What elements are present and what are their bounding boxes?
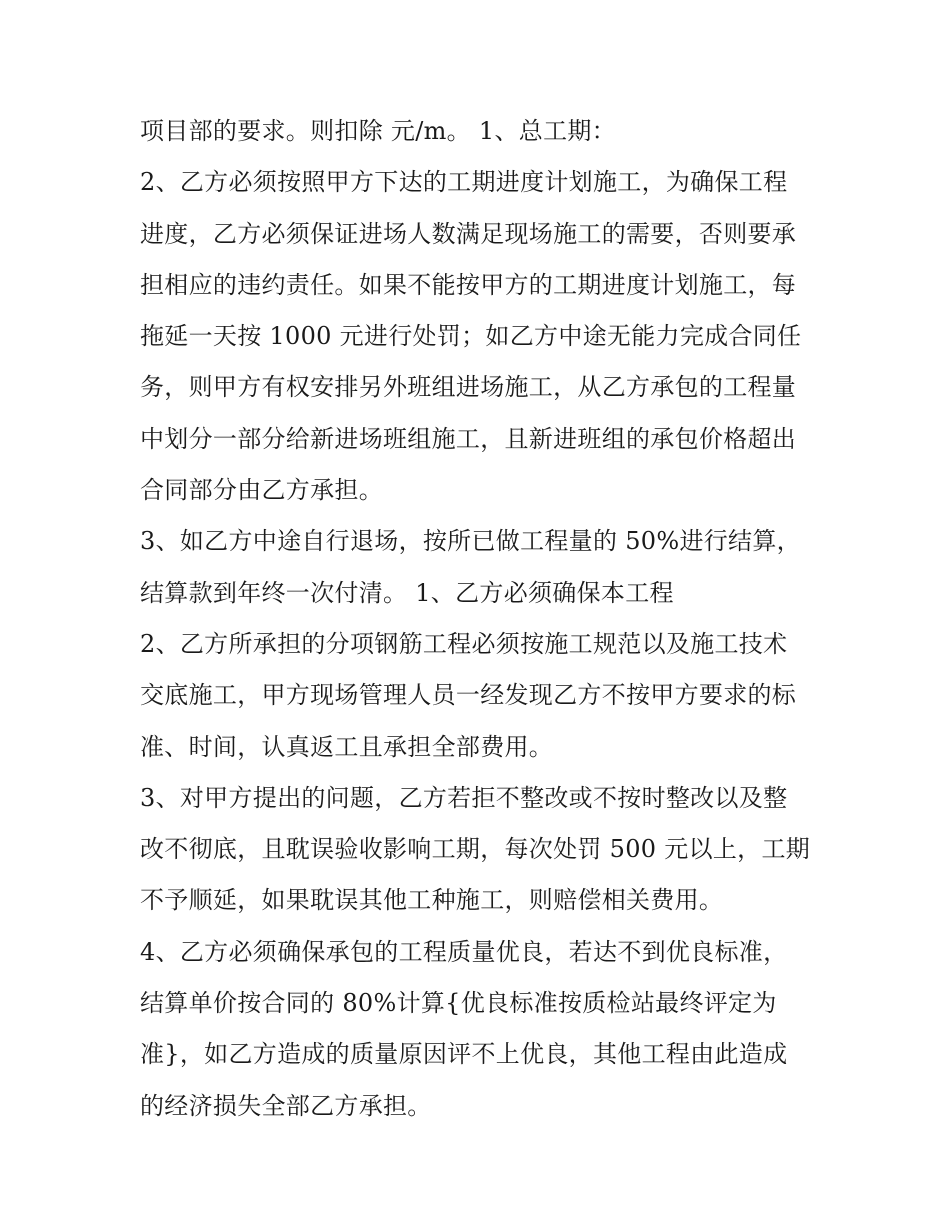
text-line: 3、对甲方提出的问题，乙方若拒不整改或不按时整改以及整 [140,783,788,812]
text-line: 准}，如乙方造成的质量原因评不上优良，其他工程由此造成 [140,1040,788,1069]
text-line: 担相应的违约责任。如果不能按甲方的工期进度计划施工，每 [140,270,797,299]
text-line: 2、乙方所承担的分项钢筋工程必须按施工规范以及施工技术 [140,629,788,658]
text-line: 3、如乙方中途自行退场，按所已做工程量的 50%进行结算， [140,527,801,556]
text-line: 项目部的要求。则扣除 元/m。 1、总工期： [140,117,616,145]
text-line: 2、乙方必须按照甲方下达的工期进度计划施工，为确保工程 [140,168,788,197]
text-line: 不予顺延，如果耽误其他工种施工，则赔偿相关费用。 [140,886,724,915]
text-line: 交底施工，甲方现场管理人员一经发现乙方不按甲方要求的标 [140,681,797,710]
text-line: 中划分一部分给新进场班组施工，且新进班组的承包价格超出 [140,424,797,453]
text-line: 进度，乙方必须保证进场人数满足现场施工的需要，否则要承 [140,219,797,248]
text-line: 4、乙方必须确保承包的工程质量优良，若达不到优良标准， [140,937,788,966]
document-body [140,106,820,1132]
text-line: 的经济损失全部乙方承担。 [140,1091,432,1120]
text-line: 结算款到年终一次付清。 1、乙方必须确保本工程 [140,578,674,607]
text-line: 准、时间，认真返工且承担全部费用。 [140,732,554,761]
text-line: 合同部分由乙方承担。 [140,476,383,505]
text-line: 改不彻底，且耽误验收影响工期，每次处罚 500 元以上，工期 [140,835,811,864]
text-line: 务，则甲方有权安排另外班组进场施工，从乙方承包的工程量 [140,373,797,402]
text-line: 拖延一天按 1000 元进行处罚；如乙方中途无能力完成合同任 [140,322,802,351]
text-line: 结算单价按合同的 80%计算{优良标准按质检站最终评定为 [140,989,777,1018]
